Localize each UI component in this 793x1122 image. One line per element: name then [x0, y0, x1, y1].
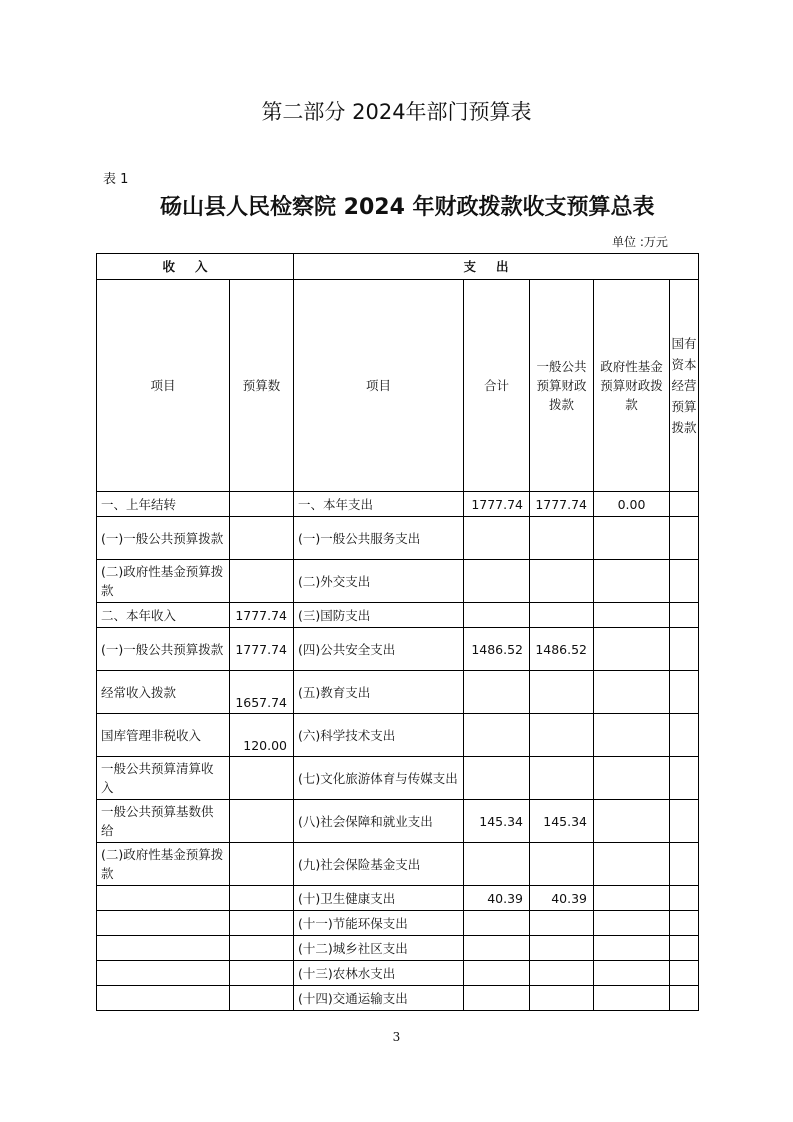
expense-item-cell: (六)科学技术支出	[294, 714, 464, 757]
income-value-cell	[230, 961, 294, 986]
state-capital-cell	[670, 843, 699, 886]
general-budget-cell	[530, 517, 594, 560]
gov-fund-cell	[594, 757, 670, 800]
table-row	[97, 714, 699, 757]
expense-item-cell: 一、本年支出	[294, 492, 464, 517]
table-number: 表 1	[103, 172, 129, 187]
state-capital-cell	[670, 886, 699, 911]
total-cell	[464, 911, 530, 936]
state-capital-header: 国有资本经营预算拨款	[670, 280, 699, 492]
page-number: 3	[392, 1030, 401, 1044]
table-row	[97, 757, 699, 800]
general-budget-cell	[530, 936, 594, 961]
gov-fund-cell	[594, 560, 670, 603]
general-budget-cell	[530, 911, 594, 936]
table-row	[97, 986, 699, 1011]
total-cell	[464, 671, 530, 714]
income-value-cell: 1777.74	[230, 603, 294, 628]
expense-item-cell: (八)社会保障和就业支出	[294, 800, 464, 843]
state-capital-cell	[670, 714, 699, 757]
gov-fund-cell	[594, 911, 670, 936]
income-item-cell	[97, 961, 230, 986]
table-row	[97, 517, 699, 560]
table-row	[97, 936, 699, 961]
income-item-cell: (二)政府性基金预算拨款	[97, 560, 230, 603]
income-item-header: 项目	[97, 280, 230, 492]
general-budget-cell	[530, 560, 594, 603]
income-value-cell	[230, 986, 294, 1011]
income-header: 收入	[97, 254, 294, 280]
income-item-cell: (一)一般公共预算拨款	[97, 628, 230, 671]
income-value-cell	[230, 517, 294, 560]
state-capital-cell	[670, 671, 699, 714]
gov-fund-cell: 0.00	[594, 492, 670, 517]
state-capital-cell	[670, 603, 699, 628]
income-item-cell	[97, 936, 230, 961]
total-cell	[464, 560, 530, 603]
table-row	[97, 886, 699, 911]
state-capital-cell	[670, 492, 699, 517]
table-row	[97, 671, 699, 714]
general-budget-header: 一般公共预算财政拨款	[530, 280, 594, 492]
total-cell	[464, 843, 530, 886]
income-item-cell: 国库管理非税收入	[97, 714, 230, 757]
gov-fund-cell	[594, 714, 670, 757]
total-cell	[464, 757, 530, 800]
table-row	[97, 628, 699, 671]
general-budget-cell	[530, 757, 594, 800]
total-cell: 1486.52	[464, 628, 530, 671]
expense-item-cell: (十四)交通运输支出	[294, 986, 464, 1011]
total-cell: 40.39	[464, 886, 530, 911]
table-row	[97, 961, 699, 986]
general-budget-cell: 40.39	[530, 886, 594, 911]
general-budget-cell: 145.34	[530, 800, 594, 843]
state-capital-cell	[670, 628, 699, 671]
state-capital-cell	[670, 911, 699, 936]
unit-label: 单位 :万元	[612, 235, 668, 249]
expense-item-cell: (五)教育支出	[294, 671, 464, 714]
general-budget-cell	[530, 961, 594, 986]
income-item-cell	[97, 886, 230, 911]
income-value-cell	[230, 560, 294, 603]
income-item-cell	[97, 911, 230, 936]
expense-item-header: 项目	[294, 280, 464, 492]
expense-item-cell: (二)外交支出	[294, 560, 464, 603]
gov-fund-cell	[594, 603, 670, 628]
income-budget-header: 预算数	[230, 280, 294, 492]
gov-fund-cell	[594, 671, 670, 714]
state-capital-cell	[670, 517, 699, 560]
general-budget-cell	[530, 714, 594, 757]
expense-item-cell: (四)公共安全支出	[294, 628, 464, 671]
gov-fund-cell	[594, 628, 670, 671]
gov-fund-cell	[594, 886, 670, 911]
state-capital-cell	[670, 800, 699, 843]
expense-item-cell: (十一)节能环保支出	[294, 911, 464, 936]
income-value-cell	[230, 886, 294, 911]
gov-fund-cell	[594, 800, 670, 843]
general-budget-cell	[530, 843, 594, 886]
total-header: 合计	[464, 280, 530, 492]
income-value-cell	[230, 492, 294, 517]
expense-item-cell: (十三)农林水支出	[294, 961, 464, 986]
gov-fund-cell	[594, 961, 670, 986]
table-row	[97, 492, 699, 517]
expense-item-cell: (十二)城乡社区支出	[294, 936, 464, 961]
gov-fund-header: 政府性基金预算财政拨款	[594, 280, 670, 492]
general-budget-cell	[530, 986, 594, 1011]
expense-item-cell: (九)社会保险基金支出	[294, 843, 464, 886]
expense-item-cell: (十)卫生健康支出	[294, 886, 464, 911]
table-row	[97, 560, 699, 603]
table-row	[97, 843, 699, 886]
table-row	[97, 911, 699, 936]
section-header-row	[97, 254, 699, 280]
total-cell	[464, 603, 530, 628]
income-item-cell: 二、本年收入	[97, 603, 230, 628]
income-item-cell: (一)一般公共预算拨款	[97, 517, 230, 560]
income-item-cell	[97, 986, 230, 1011]
table-row	[97, 800, 699, 843]
general-budget-cell: 1777.74	[530, 492, 594, 517]
part-title: 第二部分 2024年部门预算表	[261, 100, 532, 124]
table-title: 砀山县人民检察院 2024 年财政拨款收支预算总表	[160, 195, 655, 220]
budget-table	[96, 253, 699, 1011]
income-value-cell: 120.00	[230, 714, 294, 757]
income-value-cell	[230, 757, 294, 800]
expense-header: 支出	[294, 254, 699, 280]
table-row	[97, 603, 699, 628]
total-cell	[464, 961, 530, 986]
income-value-cell: 1777.74	[230, 628, 294, 671]
income-item-cell: 一般公共预算基数供给	[97, 800, 230, 843]
gov-fund-cell	[594, 936, 670, 961]
general-budget-cell	[530, 671, 594, 714]
income-value-cell	[230, 800, 294, 843]
gov-fund-cell	[594, 517, 670, 560]
column-header-row	[97, 280, 699, 492]
gov-fund-cell	[594, 843, 670, 886]
total-cell	[464, 986, 530, 1011]
general-budget-cell	[530, 603, 594, 628]
income-value-cell: 1657.74	[230, 671, 294, 714]
total-cell: 1777.74	[464, 492, 530, 517]
gov-fund-cell	[594, 986, 670, 1011]
expense-item-cell: (七)文化旅游体育与传媒支出	[294, 757, 464, 800]
income-value-cell	[230, 936, 294, 961]
income-item-cell: 经常收入拨款	[97, 671, 230, 714]
total-cell	[464, 936, 530, 961]
income-item-cell: 一般公共预算清算收入	[97, 757, 230, 800]
total-cell	[464, 517, 530, 560]
expense-item-cell: (三)国防支出	[294, 603, 464, 628]
general-budget-cell: 1486.52	[530, 628, 594, 671]
income-value-cell	[230, 911, 294, 936]
state-capital-cell	[670, 757, 699, 800]
income-item-cell: 一、上年结转	[97, 492, 230, 517]
income-item-cell: (二)政府性基金预算拨款	[97, 843, 230, 886]
state-capital-cell	[670, 560, 699, 603]
expense-item-cell: (一)一般公共服务支出	[294, 517, 464, 560]
total-cell: 145.34	[464, 800, 530, 843]
income-value-cell	[230, 843, 294, 886]
total-cell	[464, 714, 530, 757]
state-capital-cell	[670, 936, 699, 961]
state-capital-cell	[670, 986, 699, 1011]
state-capital-cell	[670, 961, 699, 986]
